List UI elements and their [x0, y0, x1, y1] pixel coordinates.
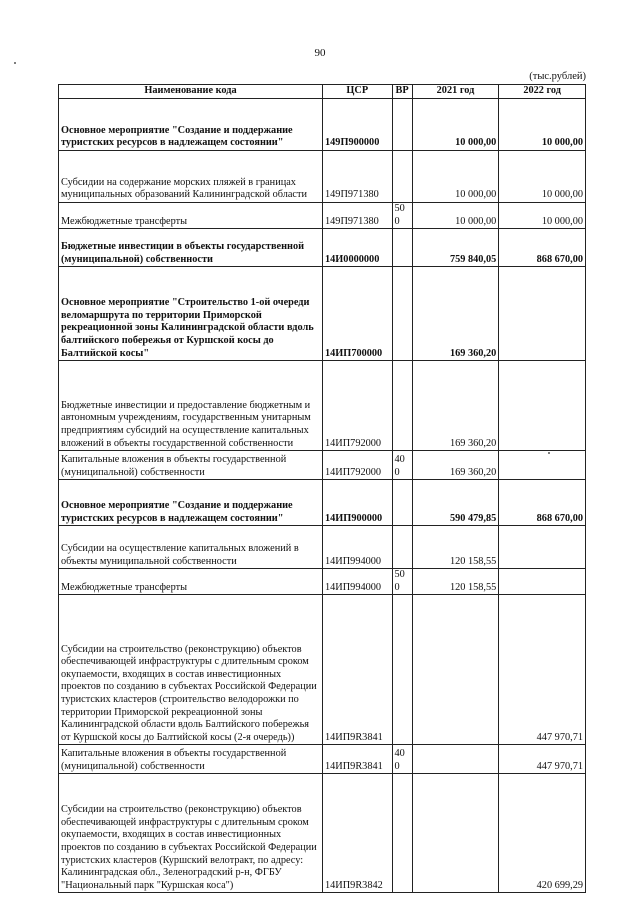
cell-csr: 14ИП994000 — [323, 526, 393, 569]
cell-2022: 10 000,00 — [499, 99, 586, 151]
cell-csr: 149П971380 — [323, 151, 393, 203]
cell-csr: 14ИП9R3842 — [323, 774, 393, 893]
cell-csr: 14ИП792000 — [323, 361, 393, 451]
scan-artifact — [14, 62, 16, 64]
cell-vr — [392, 229, 412, 267]
header-vr: ВР — [392, 85, 412, 99]
cell-csr: 14ИП900000 — [323, 480, 393, 526]
cell-name: Субсидии на осуществление капитальных вложений в объекты муниципальной собственности — [59, 526, 323, 569]
cell-name: Основное мероприятие "Создание и поддержание туристских ресурсов в надлежащем состоянии" — [59, 99, 323, 151]
table-row — [59, 569, 586, 595]
cell-2022: 420 699,29 — [499, 774, 586, 893]
table-row — [59, 267, 586, 361]
table-row — [59, 99, 586, 151]
cell-name: Основное мероприятие "Строительство 1-ой очереди веломаршрута по территории Приморской рекреационной зоны Калининградской области вдоль балтийского побережья от Куршской косы до Балтийской косы" — [59, 267, 323, 361]
table-row — [59, 203, 586, 229]
cell-2021 — [412, 745, 499, 774]
cell-csr: 14ИП792000 — [323, 451, 393, 480]
cell-csr: 14И0000000 — [323, 229, 393, 267]
cell-vr: 400 — [392, 745, 412, 774]
cell-2021: 169 360,20 — [412, 267, 499, 361]
cell-2021: 759 840,05 — [412, 229, 499, 267]
cell-name: Субсидии на строительство (реконструкцию) объектов обеспечивающей инфраструктуры с длительным сроком окупаемости, входящих в состав инвестиционных проектов по созданию в субъектах Российской Федерации туристских кластеров (Куршский велотракт, по адресу: Калининградская обл., Зеленоградский р-н, ФГБУ "Национальный парк "Куршская коса") — [59, 774, 323, 893]
cell-name: Межбюджетные трансферты — [59, 569, 323, 595]
header-2021: 2021 год — [412, 85, 499, 99]
table-row — [59, 151, 586, 203]
cell-vr — [392, 480, 412, 526]
page-number: 90 — [314, 47, 326, 59]
cell-csr: 14ИП994000 — [323, 569, 393, 595]
cell-2021: 10 000,00 — [412, 99, 499, 151]
table-row — [59, 451, 586, 480]
cell-2021: 120 158,55 — [412, 569, 499, 595]
cell-2021: 10 000,00 — [412, 203, 499, 229]
header-2022: 2022 год — [499, 85, 586, 99]
cell-2021: 169 360,20 — [412, 361, 499, 451]
cell-vr — [392, 595, 412, 745]
cell-2022: 10 000,00 — [499, 151, 586, 203]
table-row — [59, 745, 586, 774]
header-csr: ЦСР — [323, 85, 393, 99]
header-name: Наименование кода — [59, 85, 323, 99]
cell-name: Бюджетные инвестиции в объекты государственной (муниципальной) собственности — [59, 229, 323, 267]
cell-name: Капитальные вложения в объекты государственной (муниципальной) собственности — [59, 745, 323, 774]
cell-2022: 868 670,00 — [499, 229, 586, 267]
cell-name: Основное мероприятие "Создание и поддержание туристских ресурсов в надлежащем состоянии" — [59, 480, 323, 526]
table-row — [59, 229, 586, 267]
cell-2021 — [412, 774, 499, 893]
cell-2021: 590 479,85 — [412, 480, 499, 526]
cell-vr — [392, 151, 412, 203]
cell-2022 — [499, 451, 586, 480]
cell-2022: 10 000,00 — [499, 203, 586, 229]
cell-2022 — [499, 361, 586, 451]
cell-name: Субсидии на содержание морских пляжей в границах муниципальных образований Калининградской области — [59, 151, 323, 203]
table-row — [59, 526, 586, 569]
cell-vr — [392, 774, 412, 893]
cell-vr — [392, 361, 412, 451]
cell-vr — [392, 99, 412, 151]
cell-csr: 14ИП9R3841 — [323, 595, 393, 745]
cell-2022 — [499, 267, 586, 361]
cell-2021: 10 000,00 — [412, 151, 499, 203]
cell-name: Субсидии на строительство (реконструкцию) объектов обеспечивающей инфраструктуры с длительным сроком окупаемости, входящих в состав инвестиционных проектов по созданию в субъектах Российской Федерации туристских кластеров (строительство велодорожки по территории Приморской рекреационной зоны Калининградской области вдоль Балтийского побережья от Куршской косы до Балтийской косы (2-я очередь)) — [59, 595, 323, 745]
cell-2021: 169 360,20 — [412, 451, 499, 480]
cell-name: Бюджетные инвестиции и предоставление бюджетным и автономным учреждениям, государственным унитарным предприятиям субсидий на осуществление капитальных вложений в объекты государственной собственности — [59, 361, 323, 451]
cell-2021: 120 158,55 — [412, 526, 499, 569]
cell-csr: 14ИП700000 — [323, 267, 393, 361]
cell-2021 — [412, 595, 499, 745]
table-row — [59, 480, 586, 526]
cell-vr — [392, 267, 412, 361]
table-body — [59, 99, 586, 893]
cell-2022: 868 670,00 — [499, 480, 586, 526]
cell-2022 — [499, 569, 586, 595]
cell-csr: 14ИП9R3841 — [323, 745, 393, 774]
table-header-row — [59, 85, 586, 99]
cell-2022: 447 970,71 — [499, 745, 586, 774]
cell-2022 — [499, 526, 586, 569]
budget-table — [58, 84, 586, 893]
cell-2022: 447 970,71 — [499, 595, 586, 745]
cell-vr: 400 — [392, 451, 412, 480]
table-row — [59, 361, 586, 451]
table-row — [59, 774, 586, 893]
cell-name: Капитальные вложения в объекты государственной (муниципальной) собственности — [59, 451, 323, 480]
cell-vr: 500 — [392, 203, 412, 229]
cell-vr: 500 — [392, 569, 412, 595]
table-row — [59, 595, 586, 745]
cell-name: Межбюджетные трансферты — [59, 203, 323, 229]
cell-vr — [392, 526, 412, 569]
unit-label: (тыс.рублей) — [529, 71, 586, 82]
cell-csr: 149П971380 — [323, 203, 393, 229]
cell-csr: 149П900000 — [323, 99, 393, 151]
